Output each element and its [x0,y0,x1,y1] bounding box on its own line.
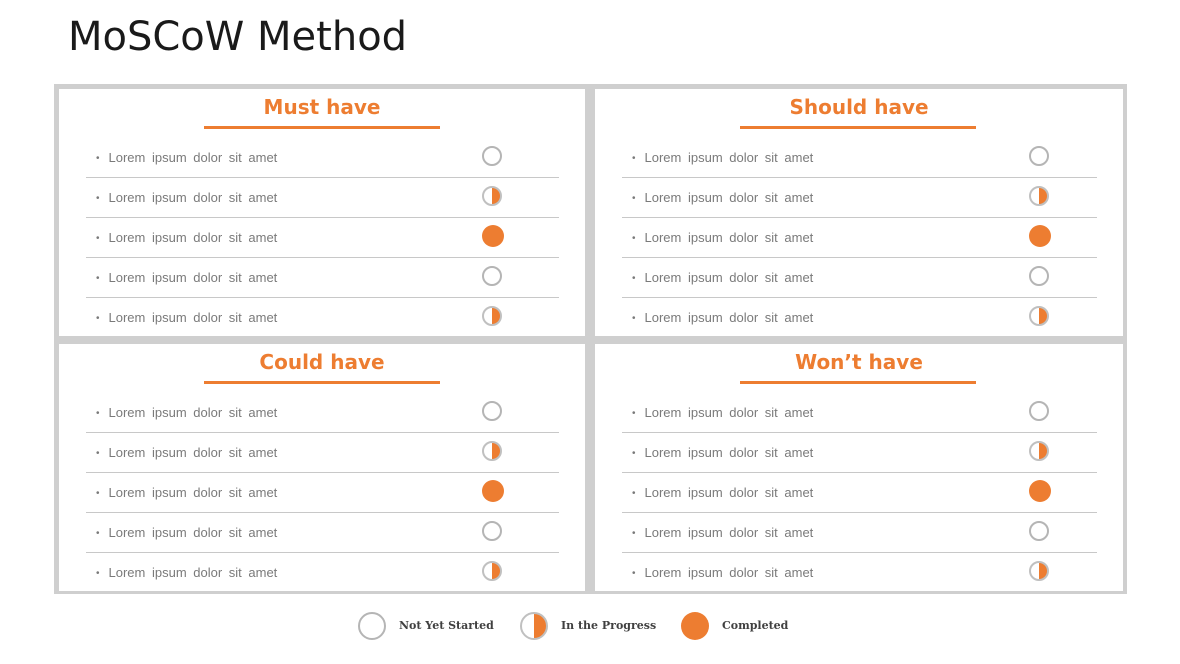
list-item [86,178,559,218]
empty-circle-icon [482,401,502,421]
item-text: • Lorem ipsum dolor sit amet [632,565,813,580]
empty-circle-icon [358,612,386,640]
item-text: • Lorem ipsum dolor sit amet [96,485,277,500]
empty-circle-icon [482,266,502,286]
half-circle-icon [520,612,548,640]
item-text: • Lorem ipsum dolor sit amet [632,485,813,500]
list-item [622,178,1097,218]
item-text: • Lorem ipsum dolor sit amet [632,190,813,205]
half-circle-icon [482,561,502,581]
half-circle-icon [1029,306,1049,326]
item-text: • Lorem ipsum dolor sit amet [96,445,277,460]
quadrant-heading: Won’t have [795,350,923,374]
list-item [622,553,1097,592]
list-item [622,513,1097,553]
item-text: • Lorem ipsum dolor sit amet [632,405,813,420]
quadrant-could-have [59,344,585,591]
legend-label: Not Yet Started [399,619,494,632]
quadrant-should-have [595,89,1123,336]
item-text: • Lorem ipsum dolor sit amet [632,310,813,325]
item-text: • Lorem ipsum dolor sit amet [632,525,813,540]
item-list [622,138,1097,337]
list-item [86,433,559,473]
full-circle-icon [1029,480,1051,502]
list-item [86,553,559,592]
half-circle-icon [1029,441,1049,461]
heading-underline [204,381,440,384]
quadrant-heading: Should have [789,95,929,119]
half-circle-icon [1029,561,1049,581]
item-list [622,393,1097,592]
full-circle-icon [482,480,504,502]
legend [0,612,1180,640]
item-text: • Lorem ipsum dolor sit amet [632,150,813,165]
quadrant-heading: Could have [259,350,385,374]
item-text: • Lorem ipsum dolor sit amet [96,525,277,540]
empty-circle-icon [1029,521,1049,541]
item-text: • Lorem ipsum dolor sit amet [632,445,813,460]
item-text: • Lorem ipsum dolor sit amet [96,270,277,285]
item-text: • Lorem ipsum dolor sit amet [96,310,277,325]
page-title: MoSCoW Method [68,14,408,60]
full-circle-icon [1029,225,1051,247]
quadrant-must-have [59,89,585,336]
item-text: • Lorem ipsum dolor sit amet [96,150,277,165]
list-item [86,218,559,258]
half-circle-icon [482,306,502,326]
quadrant-wont-have [595,344,1123,591]
empty-circle-icon [1029,146,1049,166]
heading-underline [740,381,976,384]
moscow-grid [54,84,1127,594]
half-circle-icon [482,186,502,206]
list-item [622,473,1097,513]
quadrant-heading: Must have [263,95,381,119]
empty-circle-icon [1029,266,1049,286]
legend-label: Completed [722,619,789,632]
item-text: • Lorem ipsum dolor sit amet [96,230,277,245]
list-item [86,258,559,298]
list-item [86,513,559,553]
list-item [86,138,559,178]
empty-circle-icon [1029,401,1049,421]
full-circle-icon [681,612,709,640]
heading-underline [740,126,976,129]
half-circle-icon [482,441,502,461]
list-item [86,298,559,337]
item-list [86,138,559,337]
item-text: • Lorem ipsum dolor sit amet [632,270,813,285]
item-text: • Lorem ipsum dolor sit amet [96,190,277,205]
heading-underline [204,126,440,129]
legend-label: In the Progress [561,619,657,632]
list-item [622,218,1097,258]
list-item [622,433,1097,473]
item-text: • Lorem ipsum dolor sit amet [96,565,277,580]
item-text: • Lorem ipsum dolor sit amet [632,230,813,245]
list-item [622,258,1097,298]
list-item [86,473,559,513]
empty-circle-icon [482,521,502,541]
list-item [622,298,1097,337]
list-item [622,138,1097,178]
item-text: • Lorem ipsum dolor sit amet [96,405,277,420]
list-item [622,393,1097,433]
half-circle-icon [1029,186,1049,206]
list-item [86,393,559,433]
item-list [86,393,559,592]
full-circle-icon [482,225,504,247]
empty-circle-icon [482,146,502,166]
